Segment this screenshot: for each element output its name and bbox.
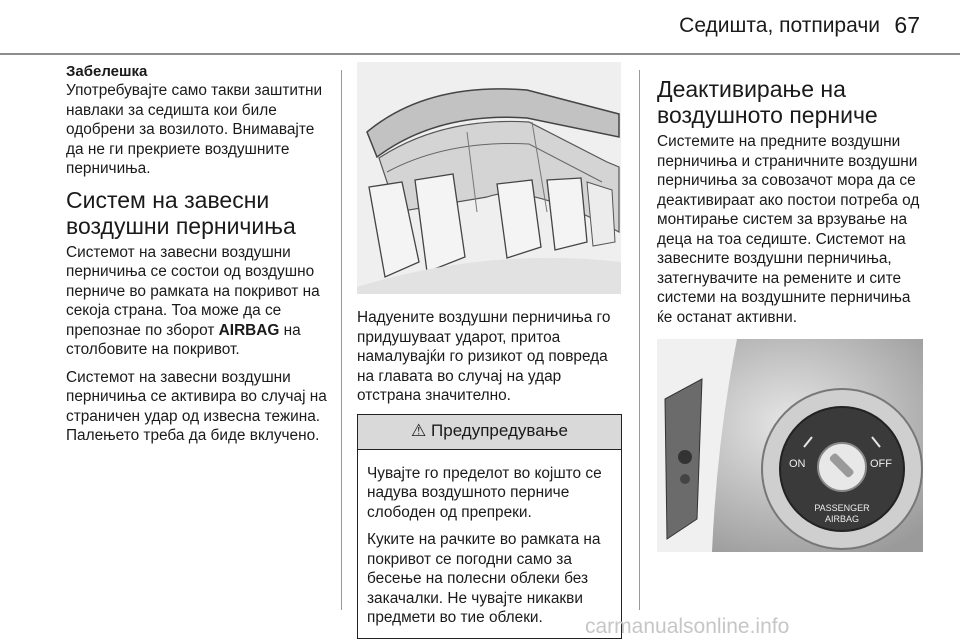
airbag-switch-figure	[657, 339, 923, 552]
curtain-airbag-paragraph-2: Системот на завесни воздушни перничиња се активира во случај на страничен удар од извесна тежина. Палењето треба да биде вклучено.	[66, 368, 327, 444]
column-separator-left	[341, 70, 342, 610]
note-label: Забелешка	[66, 63, 148, 80]
note-text: Употребувајте само такви заштитни навлаки за седишта кои биле одобрени за возилото. Внимавајте да не ги прекриете воздушните перничиња.	[66, 82, 323, 177]
watermark: carmanualsonline.info	[585, 615, 790, 638]
curtain-airbag-figure	[357, 62, 621, 294]
switch-passenger-label: PASSENGER	[814, 503, 870, 513]
warning-triangle-icon: ⚠	[411, 420, 427, 440]
paragraph-text: на столбовите на покривот.	[66, 321, 301, 358]
column-separator-right	[639, 70, 640, 610]
warning-header	[358, 415, 621, 450]
warning-paragraph-1: Чувајте го пределот во којшто се надува воздушното перниче слободен од препреки.	[367, 464, 602, 521]
curtain-airbag-heading: Систем на завесни воздушни перничиња	[66, 186, 296, 239]
warning-box	[357, 414, 622, 639]
figure-caption: Надуените воздушни перничиња го придушуваат ударот, притоа намалувајќи го ризикот од повреда на главата во случај на удар отстрана значително.	[357, 309, 611, 404]
header-rule	[0, 53, 960, 55]
column-2	[357, 62, 622, 639]
car-interior-illustration	[357, 62, 621, 294]
switch-off-label: OFF	[870, 458, 892, 470]
switch-on-label: ON	[789, 458, 806, 470]
paragraph-text: Системот на завесни воздушни перничиња се состои од воздушно перниче во рамката на покривот на секоја страна. Тоа може да се препознае по зборот	[66, 243, 320, 339]
deactivation-heading: Деактивирање на воздушното перниче	[657, 76, 878, 128]
warning-title: Предупредување	[431, 420, 568, 440]
deactivation-paragraph: Системите на предните воздушни перничиња и страничните воздушни перничиња за совозачот мора да се деактивираат ако постои потреба од монтирање систем за врзување на деца на тоа седиште. Системот на завесните воздушни перничиња, затегнувачите на ремените и сите системи на воздушните перничиња ќе останат активни.	[657, 133, 920, 326]
switch-airbag-label: AIRBAG	[824, 514, 860, 524]
page-number: 67	[894, 12, 920, 38]
passenger-airbag-switch-illustration	[657, 339, 923, 552]
airbag-word: AIRBAG	[218, 321, 280, 339]
column-1	[66, 62, 330, 454]
warning-paragraph-2: Куките на рачките во рамката на покривот се погодни само за бесење на полесни облеки без закачалки. Не чувајте никакви предмети во тие облеки.	[367, 531, 601, 626]
column-3	[657, 62, 925, 552]
curtain-airbag-paragraph-1	[66, 243, 330, 360]
warning-body	[358, 450, 621, 638]
page-header-title: Седишта, потпирачи	[679, 14, 880, 37]
